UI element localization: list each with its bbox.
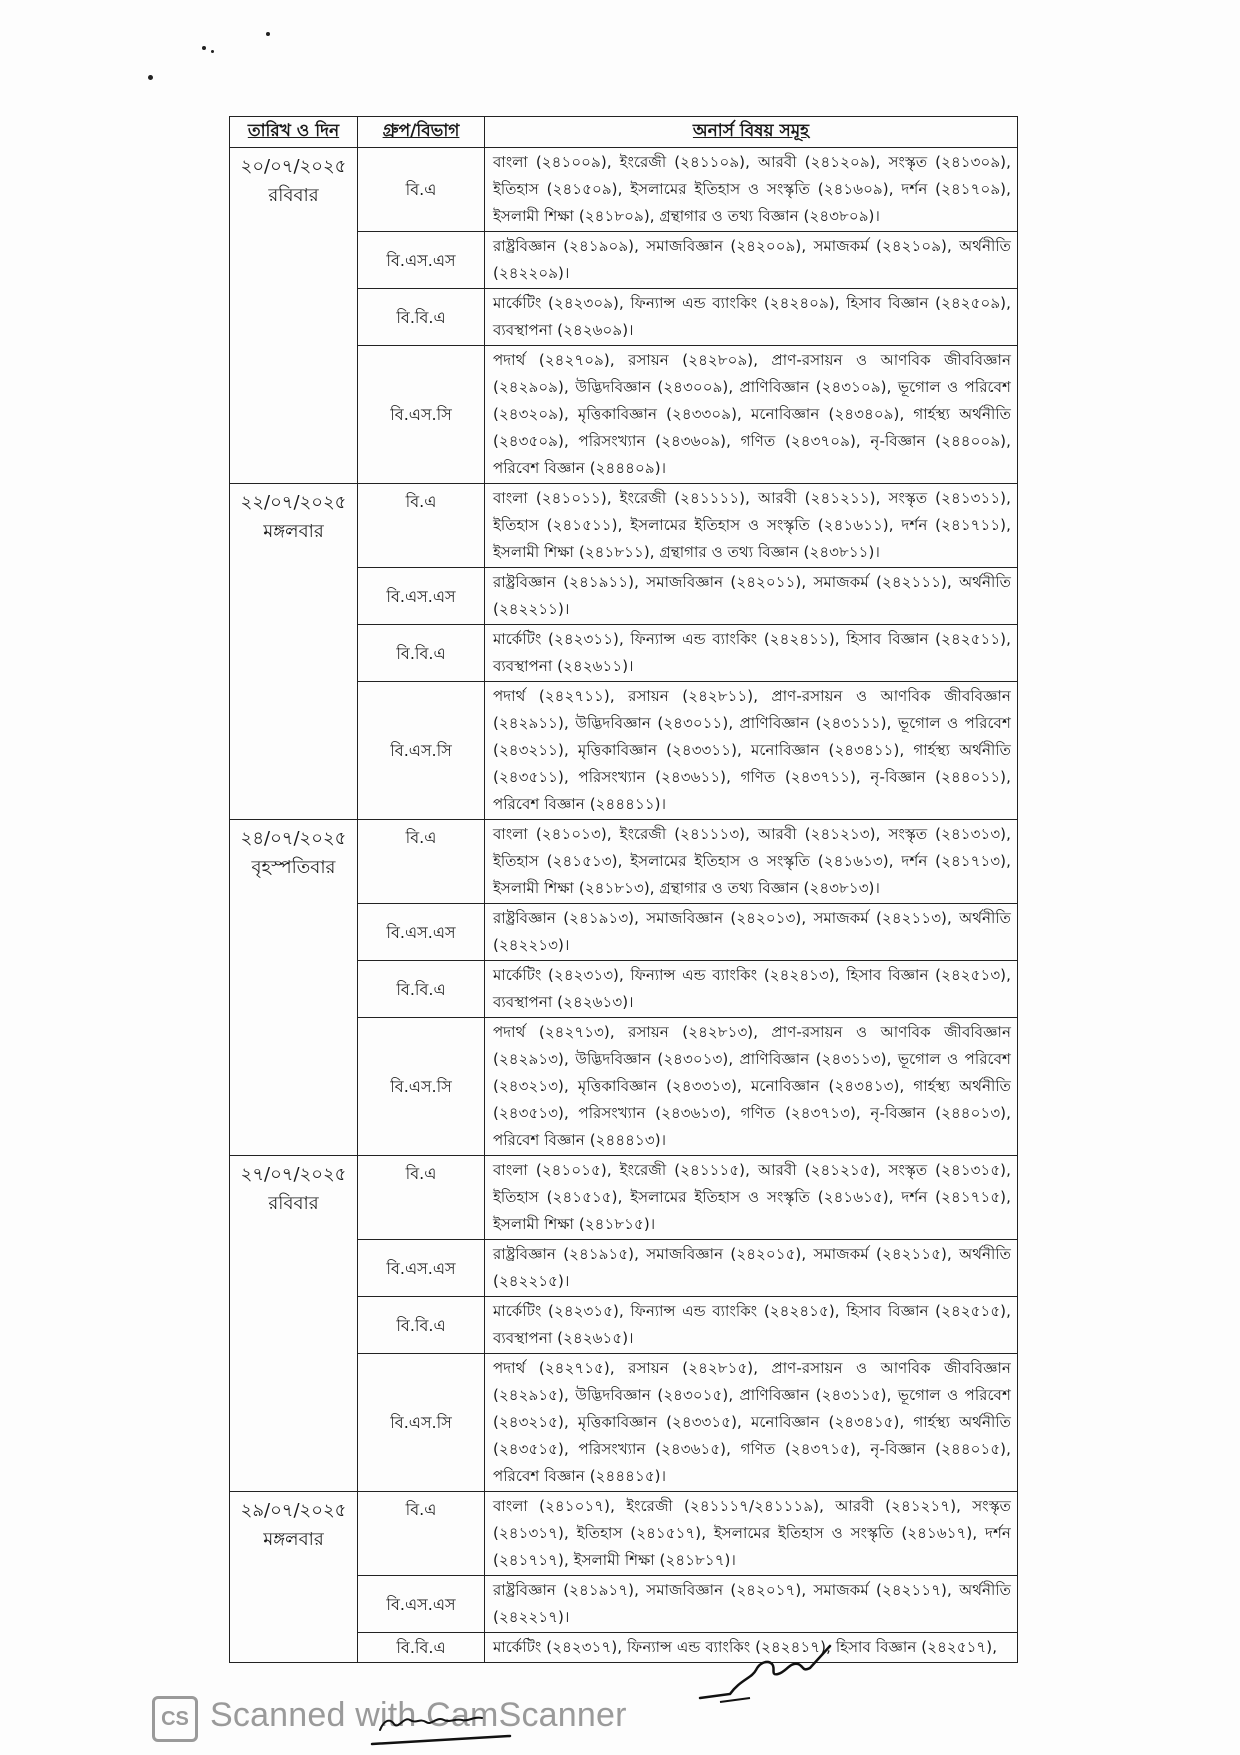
- table-row: [230, 148, 1018, 232]
- group-cell: বি.বি.এ: [358, 961, 485, 1018]
- date-day-cell: [230, 820, 358, 1156]
- group-cell: বি.এস.সি: [358, 1354, 485, 1492]
- subjects-cell: পদার্থ (২৪২৭১৩), রসায়ন (২৪২৮১৩), প্রাণ-রসায়ন ও আণবিক জীববিজ্ঞান (২৪২৯১৩), উদ্ভিদবিজ্ঞান (২৪৩০১৩), প্রাণিবিজ্ঞান (২৪৩১১৩), ভূগোল ও পরিবেশ (২৪৩২১৩), মৃত্তিকাবিজ্ঞান (২৪৩৩১৩), মনোবিজ্ঞান (২৪৩৪১৩), গার্হস্থ্য অর্থনীতি (২৪৩৫১৩), পরিসংখ্যান (২৪৩৬১৩), গণিত (২৪৩৭১৩), নৃ-বিজ্ঞান (২৪৪০১৩), পরিবেশ বিজ্ঞান (২৪৪৪১৩)।: [485, 1018, 1018, 1156]
- subjects-cell: বাংলা (২৪১০১৩), ইংরেজী (২৪১১১৩), আরবী (২৪১২১৩), সংস্কৃত (২৪১৩১৩), ইতিহাস (২৪১৫১৩), ইসলামের ইতিহাস ও সংস্কৃতি (২৪১৬১৩), দর্শন (২৪১৭১৩), ইসলামী শিক্ষা (২৪১৮১৩), গ্রন্থাগার ও তথ্য বিজ্ঞান (২৪৩৮১৩)।: [485, 820, 1018, 904]
- date-day-cell: [230, 484, 358, 820]
- exam-date: ২৪/০৭/২০২৫: [240, 828, 347, 849]
- group-cell: বি.এস.এস: [358, 1240, 485, 1297]
- subjects-cell: বাংলা (২৪১০১৭), ইংরেজী (২৪১১১৭/২৪১১১৯), আরবী (২৪১২১৭), সংস্কৃত (২৪১৩১৭), ইতিহাস (২৪১৫১৭), ইসলামের ইতিহাস ও সংস্কৃতি (২৪১৬১৭), দর্শন (২৪১৭১৭), ইসলামী শিক্ষা (২৪১৮১৭)।: [485, 1492, 1018, 1576]
- group-cell: বি.বি.এ: [358, 625, 485, 682]
- date-day-cell: [230, 1156, 358, 1492]
- table-header-row: [230, 117, 1018, 148]
- group-cell: বি.বি.এ: [358, 289, 485, 346]
- group-cell: বি.এস.এস: [358, 232, 485, 289]
- signature-right: [690, 1640, 840, 1720]
- group-cell: বি.এ: [358, 1492, 485, 1576]
- subjects-cell: মার্কেটিং (২৪২৩০৯), ফিন্যান্স এন্ড ব্যাংকিং (২৪২৪০৯), হিসাব বিজ্ঞান (২৪২৫০৯), ব্যবস্থাপনা (২৪২৬০৯)।: [485, 289, 1018, 346]
- table-row: [230, 1492, 1018, 1576]
- header-group: গ্রুপ/বিভাগ: [358, 117, 485, 148]
- subjects-cell: রাষ্ট্রবিজ্ঞান (২৪১৯০৯), সমাজবিজ্ঞান (২৪২০০৯), সমাজকর্ম (২৪২১০৯), অর্থনীতি (২৪২২০৯)।: [485, 232, 1018, 289]
- group-cell: বি.বি.এ: [358, 1633, 485, 1663]
- date-day-cell: [230, 1492, 358, 1663]
- group-cell: বি.এস.সি: [358, 346, 485, 484]
- date-day-cell: [230, 148, 358, 484]
- header-date-day: তারিখ ও দিন: [230, 117, 358, 148]
- signature-left: [370, 1690, 520, 1750]
- exam-weekday: মঙ্গলবার: [263, 521, 324, 542]
- table-row: [230, 820, 1018, 904]
- schedule-body: [230, 148, 1018, 1663]
- subjects-cell: রাষ্ট্রবিজ্ঞান (২৪১৯১১), সমাজবিজ্ঞান (২৪২০১১), সমাজকর্ম (২৪২১১১), অর্থনীতি (২৪২২১১)।: [485, 568, 1018, 625]
- camscanner-logo-icon: CS: [152, 1696, 198, 1742]
- exam-weekday: মঙ্গলবার: [263, 1529, 324, 1550]
- exam-date: ২২/০৭/২০২৫: [240, 492, 347, 513]
- group-cell: বি.এ: [358, 820, 485, 904]
- group-cell: বি.এ: [358, 148, 485, 232]
- table-row: [230, 484, 1018, 568]
- group-cell: বি.এস.সি: [358, 682, 485, 820]
- subjects-cell: রাষ্ট্রবিজ্ঞান (২৪১৯১৭), সমাজবিজ্ঞান (২৪২০১৭), সমাজকর্ম (২৪২১১৭), অর্থনীতি (২৪২২১৭)।: [485, 1576, 1018, 1633]
- exam-weekday: বৃহস্পতিবার: [251, 857, 336, 878]
- subjects-cell: মার্কেটিং (২৪২৩১৩), ফিন্যান্স এন্ড ব্যাংকিং (২৪২৪১৩), হিসাব বিজ্ঞান (২৪২৫১৩), ব্যবস্থাপনা (২৪২৬১৩)।: [485, 961, 1018, 1018]
- exam-date: ২৭/০৭/২০২৫: [240, 1164, 347, 1185]
- exam-date: ২৯/০৭/২০২৫: [240, 1500, 347, 1521]
- header-subjects: অনার্স বিষয় সমূহ: [485, 117, 1018, 148]
- subjects-cell: মার্কেটিং (২৪২৩১৫), ফিন্যান্স এন্ড ব্যাংকিং (২৪২৪১৫), হিসাব বিজ্ঞান (২৪২৫১৫), ব্যবস্থাপনা (২৪২৬১৫)।: [485, 1297, 1018, 1354]
- group-cell: বি.এস.এস: [358, 904, 485, 961]
- exam-weekday: রবিবার: [268, 185, 319, 206]
- subjects-cell: রাষ্ট্রবিজ্ঞান (২৪১৯১৩), সমাজবিজ্ঞান (২৪২০১৩), সমাজকর্ম (২৪২১১৩), অর্থনীতি (২৪২২১৩)।: [485, 904, 1018, 961]
- group-cell: বি.এ: [358, 1156, 485, 1240]
- group-cell: বি.এস.এস: [358, 568, 485, 625]
- subjects-cell: মার্কেটিং (২৪২৩১৭), ফিন্যান্স এন্ড ব্যাংকিং (২৪২৪১৭), হিসাব বিজ্ঞান (২৪২৫১৭),: [485, 1633, 1018, 1663]
- subjects-cell: পদার্থ (২৪২৭১৫), রসায়ন (২৪২৮১৫), প্রাণ-রসায়ন ও আণবিক জীববিজ্ঞান (২৪২৯১৫), উদ্ভিদবিজ্ঞান (২৪৩০১৫), প্রাণিবিজ্ঞান (২৪৩১১৫), ভূগোল ও পরিবেশ (২৪৩২১৫), মৃত্তিকাবিজ্ঞান (২৪৩৩১৫), মনোবিজ্ঞান (২৪৩৪১৫), গার্হস্থ্য অর্থনীতি (২৪৩৫১৫), পরিসংখ্যান (২৪৩৬১৫), গণিত (২৪৩৭১৫), নৃ-বিজ্ঞান (২৪৪০১৫), পরিবেশ বিজ্ঞান (২৪৪৪১৫)।: [485, 1354, 1018, 1492]
- subjects-cell: পদার্থ (২৪২৭০৯), রসায়ন (২৪২৮০৯), প্রাণ-রসায়ন ও আণবিক জীববিজ্ঞান (২৪২৯০৯), উদ্ভিদবিজ্ঞান (২৪৩০০৯), প্রাণিবিজ্ঞান (২৪৩১০৯), ভূগোল ও পরিবেশ (২৪৩২০৯), মৃত্তিকাবিজ্ঞান (২৪৩৩০৯), মনোবিজ্ঞান (২৪৩৪০৯), গার্হস্থ্য অর্থনীতি (২৪৩৫০৯), পরিসংখ্যান (২৪৩৬০৯), গণিত (২৪৩৭০৯), নৃ-বিজ্ঞান (২৪৪০০৯), পরিবেশ বিজ্ঞান (২৪৪৪০৯)।: [485, 346, 1018, 484]
- subjects-cell: বাংলা (২৪১০১১), ইংরেজী (২৪১১১১), আরবী (২৪১২১১), সংস্কৃত (২৪১৩১১), ইতিহাস (২৪১৫১১), ইসলামের ইতিহাস ও সংস্কৃতি (২৪১৬১১), দর্শন (২৪১৭১১), ইসলামী শিক্ষা (২৪১৮১১), গ্রন্থাগার ও তথ্য বিজ্ঞান (২৪৩৮১১)।: [485, 484, 1018, 568]
- subjects-cell: বাংলা (২৪১০০৯), ইংরেজী (২৪১১০৯), আরবী (২৪১২০৯), সংস্কৃত (২৪১৩০৯), ইতিহাস (২৪১৫০৯), ইসলামের ইতিহাস ও সংস্কৃতি (২৪১৬০৯), দর্শন (২৪১৭০৯), ইসলামী শিক্ষা (২৪১৮০৯), গ্রন্থাগার ও তথ্য বিজ্ঞান (২৪৩৮০৯)।: [485, 148, 1018, 232]
- group-cell: বি.এস.সি: [358, 1018, 485, 1156]
- group-cell: বি.এ: [358, 484, 485, 568]
- camscanner-watermark: Scanned with CamScanner: [210, 1696, 627, 1734]
- subjects-cell: মার্কেটিং (২৪২৩১১), ফিন্যান্স এন্ড ব্যাংকিং (২৪২৪১১), হিসাব বিজ্ঞান (২৪২৫১১), ব্যবস্থাপনা (২৪২৬১১)।: [485, 625, 1018, 682]
- page-footer: [0, 1640, 1240, 1755]
- group-cell: বি.এস.এস: [358, 1576, 485, 1633]
- exam-weekday: রবিবার: [268, 1193, 319, 1214]
- group-cell: বি.বি.এ: [358, 1297, 485, 1354]
- exam-date: ২০/০৭/২০২৫: [240, 156, 347, 177]
- subjects-cell: রাষ্ট্রবিজ্ঞান (২৪১৯১৫), সমাজবিজ্ঞান (২৪২০১৫), সমাজকর্ম (২৪২১১৫), অর্থনীতি (২৪২২১৫)।: [485, 1240, 1018, 1297]
- table-row: [230, 1156, 1018, 1240]
- subjects-cell: পদার্থ (২৪২৭১১), রসায়ন (২৪২৮১১), প্রাণ-রসায়ন ও আণবিক জীববিজ্ঞান (২৪২৯১১), উদ্ভিদবিজ্ঞান (২৪৩০১১), প্রাণিবিজ্ঞান (২৪৩১১১), ভূগোল ও পরিবেশ (২৪৩২১১), মৃত্তিকাবিজ্ঞান (২৪৩৩১১), মনোবিজ্ঞান (২৪৩৪১১), গার্হস্থ্য অর্থনীতি (২৪৩৫১১), পরিসংখ্যান (২৪৩৬১১), গণিত (২৪৩৭১১), নৃ-বিজ্ঞান (২৪৪০১১), পরিবেশ বিজ্ঞান (২৪৪৪১১)।: [485, 682, 1018, 820]
- subjects-cell: বাংলা (২৪১০১৫), ইংরেজী (২৪১১১৫), আরবী (২৪১২১৫), সংস্কৃত (২৪১৩১৫), ইতিহাস (২৪১৫১৫), ইসলামের ইতিহাস ও সংস্কৃতি (২৪১৬১৫), দর্শন (২৪১৭১৫), ইসলামী শিক্ষা (২৪১৮১৫)।: [485, 1156, 1018, 1240]
- exam-schedule-table: [229, 116, 1018, 1663]
